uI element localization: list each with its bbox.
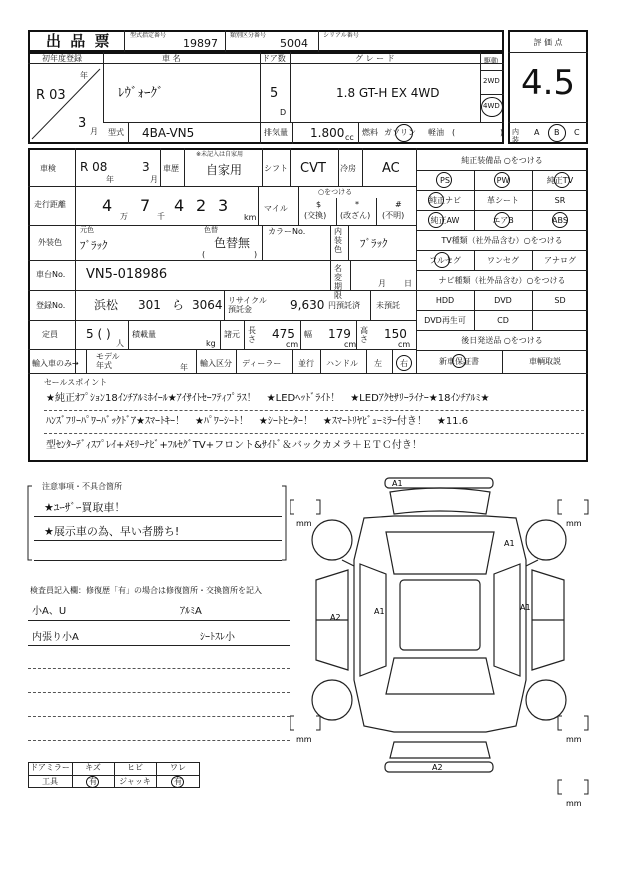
tools-present: 有 [89, 777, 97, 786]
import-label: 輸入車のみ→ [32, 359, 79, 368]
nav-dvd-play: DVD再生可 [424, 316, 466, 325]
capacity-label: 定員 [42, 330, 58, 339]
sales-label: セールスポイント [44, 378, 108, 387]
interior-label: 内装 [512, 128, 519, 144]
damage-mark-top: A1 [392, 479, 403, 488]
dims-label: 諸元 [224, 330, 240, 339]
handle-label: ハンドル [326, 359, 358, 368]
displacement: 1.800 [310, 126, 345, 140]
equip-ps: PS [440, 176, 450, 185]
equip-sr: SR [554, 196, 566, 205]
mileage-digit-4: 2 [196, 196, 207, 215]
nav-hdd: HDD [435, 296, 455, 305]
width: 179 [328, 327, 351, 341]
interior-b: B [554, 128, 560, 137]
insp-line-1b: ｱﾙﾐA [180, 606, 202, 617]
drive-2wd: 2WD [483, 77, 500, 85]
damage-mark-bottom: A2 [432, 763, 443, 772]
ac: AC [382, 161, 400, 176]
equip-leather: 革シート [487, 196, 519, 205]
nav-sd: SD [554, 296, 566, 305]
interior-c: C [574, 128, 580, 137]
tv-fullseg: フルセグ [429, 256, 461, 265]
recycle-amount: 9,630 [290, 298, 325, 312]
class-no: 5004 [280, 37, 308, 50]
serial-label: シリアル番号 [323, 32, 359, 39]
damage-mark-right-rear: A1 [520, 603, 531, 612]
svg-text:mm: mm [566, 735, 582, 744]
class-no-label: 類別区分番号 [230, 32, 267, 39]
mileage-digit-1: 4 [102, 196, 113, 215]
color-change: 色替無 [214, 236, 251, 250]
tv-type-label: TV種類（社外品含む）○をつける [441, 236, 563, 245]
first-reg-label: 初年度登録 [42, 54, 82, 63]
grade-label: グ レ ー ド [355, 54, 395, 63]
sales-line-2: ﾊﾝｽﾞﾌﾘｰﾊﾟﾜｰﾊﾞｯｸﾄﾞｱ★ｽﾏｰﾄｷｰ！ ★ﾊﾟﾜｰｼｰﾄ！ ★ｼｰﾄﾋｰﾀｰ！ ★ｽﾏｰﾄﾘﾔﾋﾞｭｰﾐﾗｰ付き！ ★11.6 [46, 416, 469, 427]
color-label: 外装色 [38, 238, 62, 247]
inspection-era: R 08 [80, 160, 108, 174]
equip-pw: PW [496, 176, 510, 185]
page-title: 出 品 票 [46, 32, 112, 50]
insp-line-1a: 小A、U [32, 606, 67, 617]
mileage-digit-5: 3 [218, 196, 229, 215]
handle-right-circle [396, 355, 412, 371]
reg-kana: ら [172, 298, 185, 312]
car-damage-diagram [290, 470, 590, 810]
svg-text:mm: mm [566, 799, 582, 808]
interior-a: A [534, 128, 540, 137]
notes-label: 注意事項・不具合箇所 [42, 482, 122, 491]
reg-label: 登録No. [36, 301, 66, 310]
model-no-label: 型式指定番号 [130, 32, 167, 39]
usage: 自家用 [206, 163, 243, 177]
first-reg-era: R 03 [36, 88, 66, 103]
nav-type-label: ナビ種類（社外品含む）○をつける [438, 276, 566, 285]
length: 475 [272, 327, 295, 341]
genuine-label: 純正装備品 ○をつける [461, 156, 543, 165]
damage-mark-right: A1 [504, 539, 515, 548]
fuel-label: 燃料 [362, 128, 378, 137]
svg-text:mm: mm [566, 519, 582, 528]
fuel-diesel: 軽油 [428, 128, 444, 137]
usage-label: 車歴 [163, 164, 179, 173]
displacement-label: 排気量 [264, 128, 288, 137]
mile-label: マイル [264, 204, 288, 213]
exterior-color: ﾌﾞﾗｯｸ [80, 239, 108, 252]
chassis-label: 車台No. [36, 270, 66, 279]
interior-b-circle [548, 124, 566, 142]
tv-analog: アナログ [544, 256, 576, 265]
name-change-label: 名変期限 [334, 264, 342, 300]
note-line-1: ★ﾕｰｻﾞｰ買取車！ [44, 501, 126, 514]
drive-label: 駆動 [484, 57, 498, 65]
insp-line-2b: ｼｰﾄｽﾚ小 [200, 632, 235, 643]
usage-note: ※未記入は自家用 [196, 151, 244, 158]
color-no-label: カラーNo. [268, 227, 306, 236]
drive-4wd-circle [481, 97, 503, 117]
inspector-label: 検査員記入欄：修復歴「有」の場合は修復箇所・交換箇所を記入 [30, 586, 262, 595]
ac-label: 冷房 [340, 164, 356, 173]
later-warranty: 新車保証書 [439, 357, 479, 366]
type-code: 4BA-VN5 [142, 126, 195, 140]
equip-airbag: エアB [492, 216, 514, 225]
mileage-digit-3: 4 [174, 196, 185, 215]
load-label: 積載量 [132, 330, 156, 339]
chassis-no: VN5-018986 [86, 267, 168, 282]
reg-class: 301 [138, 298, 161, 312]
fuel-gasoline: ガソリン [384, 128, 416, 137]
fuel-gasoline-circle [395, 124, 413, 142]
inspection-label: 車検 [40, 164, 56, 173]
handle-right: 右 [400, 359, 408, 368]
reg-area: 浜松 [94, 298, 119, 312]
inspection-month: 3 [142, 160, 150, 174]
height: 150 [384, 327, 407, 341]
sales-line-3: 型ｾﾝﾀｰﾃﾞｨｽﾌﾟﾚｲ+ﾒﾓﾘｰﾅﾋﾞ+ﾌﾙｾｸﾞTV+フロント&ｻｲﾄﾞ＆バックカメラ＋ＥＴＣ付き！ [46, 440, 422, 451]
tv-oneseg: ワンセグ [487, 256, 519, 265]
note-line-2: ★展示車の為、早い者勝ち! [44, 525, 180, 538]
type-label: 型式 [108, 128, 124, 137]
insp-line-2a: 内張り小A [32, 632, 79, 643]
later-label: 後日発送品 ○をつける [461, 336, 543, 345]
score-value: 4.5 [520, 63, 576, 103]
drive-4wd: 4WD [483, 102, 500, 110]
equip-aw: 純正AW [430, 216, 460, 225]
capacity: 5 ( ) [86, 327, 111, 341]
svg-text:mm: mm [296, 519, 312, 528]
car-name: ﾚｳﾞｫｰｸﾞ [118, 86, 164, 101]
car-name-label: 車 名 [162, 54, 181, 63]
mark-note: ○をつける [318, 188, 353, 196]
later-manual: 車輌取説 [529, 357, 561, 366]
import-cat-label: 輸入区分 [200, 359, 232, 368]
first-reg-month: 3 [78, 116, 87, 131]
grade: 1.8 GT-H EX 4WD [336, 86, 440, 100]
svg-text:mm: mm [296, 735, 312, 744]
jack-present: 有 [174, 777, 182, 786]
equip-abs: ABS [552, 216, 568, 225]
recycle-label: リサイクル預託金 [228, 296, 267, 314]
mileage-digit-2: 7 [140, 196, 151, 215]
reg-number: 3064 [192, 298, 223, 312]
interior-color-label: 内装色 [334, 227, 342, 254]
score-label: 評 価 点 [533, 38, 563, 47]
equip-navi: 純正ナビ [429, 196, 461, 205]
damage-mark-left-side: A2 [330, 613, 341, 622]
equip-tv: 純正TV [546, 176, 574, 185]
mileage-label: 走行距離 [34, 200, 66, 209]
model-no: 19897 [183, 37, 218, 50]
recycle-status: 未預託 [376, 301, 400, 310]
sales-line-1: ★純正ｵﾌﾟｼｮﾝ18ｲﾝﾁｱﾙﾐﾎｲｰﾙ★ｱｲｻｲﾄｾｰﾌﾃｨﾌﾟﾗｽ！ ★LEDﾍｯﾄﾞﾗｲﾄ！ ★LEDｱｸｾｻﾘｰﾗｲﾅｰ★18ｲﾝﾁｱﾙﾐ★ [46, 393, 490, 404]
nav-cd: CD [497, 316, 509, 325]
shift-label: シフト [264, 164, 288, 173]
damage-mark-center: A1 [374, 607, 385, 616]
shift: CVT [300, 161, 326, 176]
interior-color: ﾌﾞﾗｯｸ [360, 237, 388, 250]
nav-dvd: DVD [494, 296, 512, 305]
doors: 5 [270, 86, 279, 101]
doors-label: ドア数 [262, 54, 286, 63]
